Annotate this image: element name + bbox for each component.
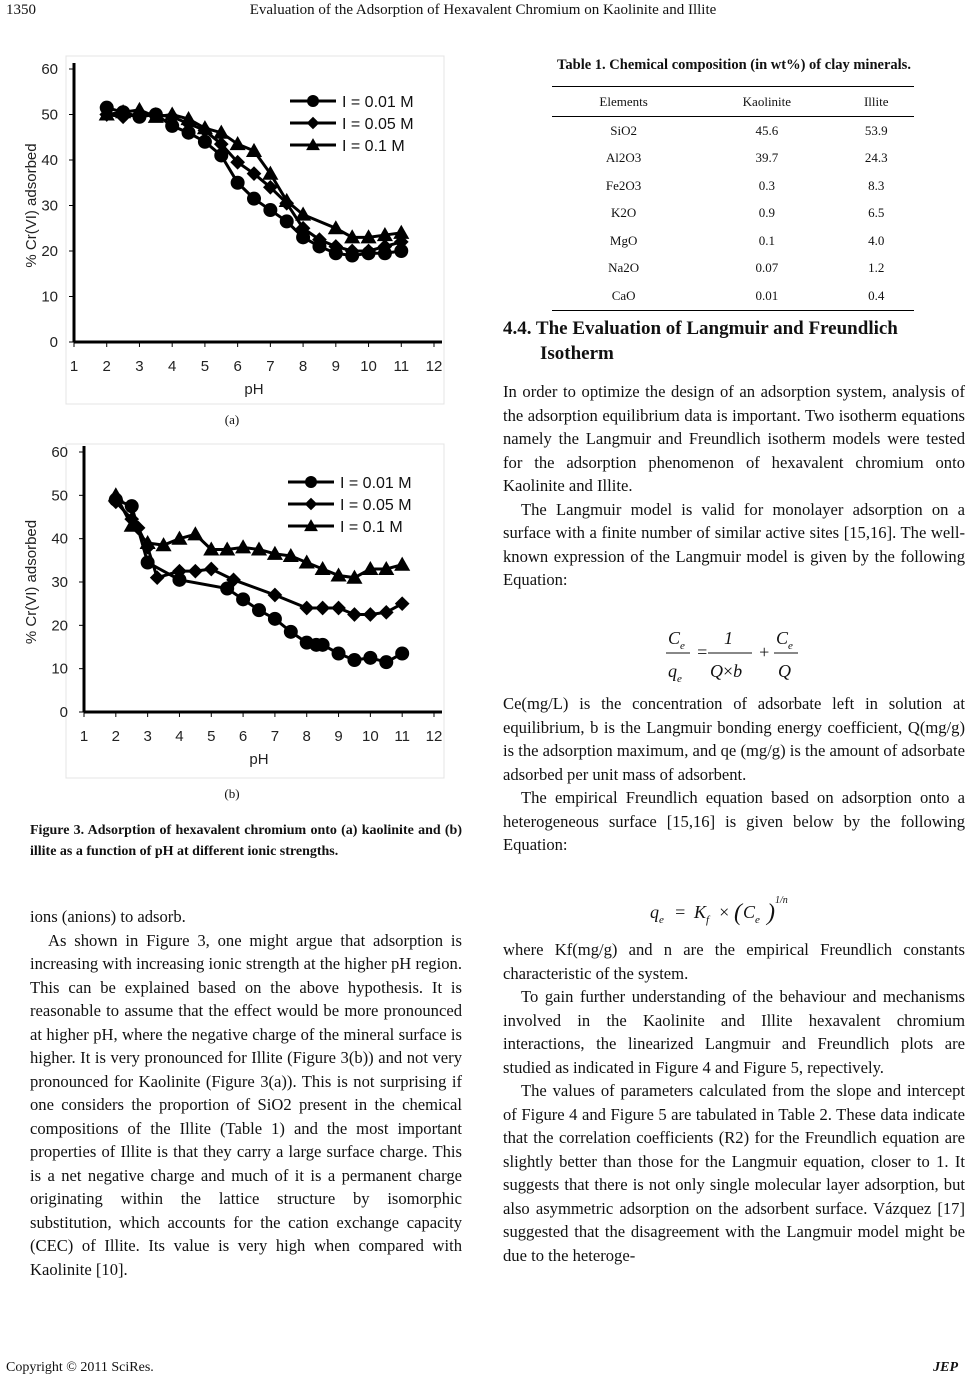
legend-marker-diamond xyxy=(307,117,320,130)
data-point-triangle xyxy=(187,526,203,540)
table-cell-illite: 24.3 xyxy=(864,150,888,166)
table-cell-element: MgO xyxy=(609,232,638,248)
svg-text:1/n: 1/n xyxy=(775,895,788,906)
data-point-circle xyxy=(236,592,250,606)
y-tick-label: 30 xyxy=(41,197,58,215)
page-number: 1350 xyxy=(6,2,36,18)
data-point-circle xyxy=(347,653,361,667)
figure-3-caption: Figure 3. Adsorption of hexavalent chromium onto (a) kaolinite and (b) illite as a function of pH at different ionic strengths. xyxy=(30,823,462,859)
y-tick-label: 40 xyxy=(41,152,58,169)
svg-text:qe: $q_e$ xyxy=(668,661,682,685)
x-tick-label: 5 xyxy=(200,358,210,375)
langmuir-equation-svg xyxy=(660,620,810,690)
section-heading-line-2: Isotherm xyxy=(540,343,614,364)
data-point-diamond xyxy=(395,596,410,611)
x-tick-label: 10 xyxy=(362,728,379,745)
y-tick-label: 30 xyxy=(51,574,68,591)
right-paragraph-2: The Langmuir model is valid for monolayer adsorption on a surface with a finite number of similar active sites [15,16]. The well-known expression of the Langmuir model is given by the following Equation: xyxy=(503,499,965,589)
legend-marker-circle xyxy=(307,95,319,107)
y-axis-label: % Cr(VI) adsorbed xyxy=(23,143,40,268)
running-title: Evaluation of the Adsorption of Hexavalent Chromium on Kaolinite and Illite xyxy=(249,2,717,18)
y-tick-label: 60 xyxy=(41,61,58,78)
svg-text:Ce: $C_e$ xyxy=(776,628,793,652)
svg-text:Kf: $K_f$ xyxy=(694,902,710,926)
left-column-text xyxy=(30,905,462,1281)
table-header-elements: Elements xyxy=(552,87,695,117)
data-point-triangle xyxy=(131,102,147,116)
data-point-diamond xyxy=(150,570,165,585)
figure-3a-svg xyxy=(16,48,448,408)
data-point-circle xyxy=(284,625,298,639)
table-row xyxy=(552,282,914,310)
table-header-row xyxy=(552,87,914,117)
data-point-diamond xyxy=(188,564,203,579)
figure-3a-chart xyxy=(16,48,448,408)
section-heading xyxy=(503,316,965,366)
langmuir-equation xyxy=(660,620,810,690)
y-tick-label: 10 xyxy=(41,288,58,306)
table-cell-kaolinite: 39.7 xyxy=(755,150,779,166)
y-tick-label: 0 xyxy=(59,704,68,721)
legend-label: I = 0.1 M xyxy=(340,519,403,536)
running-header xyxy=(0,0,966,28)
svg-text:Q: Q xyxy=(778,661,791,681)
data-point-circle xyxy=(280,214,294,228)
legend-label: I = 0.01 M xyxy=(342,94,414,111)
data-point-triangle xyxy=(393,225,409,239)
data-point-diamond xyxy=(347,607,362,622)
svg-text:(: ( xyxy=(734,900,742,926)
x-tick-label: 8 xyxy=(298,358,308,375)
x-tick-label: 7 xyxy=(270,728,280,745)
freundlich-equation-svg xyxy=(648,892,798,932)
right-paragraph-6: To gain further understanding of the behaviour and mechanisms involved in the Kaolinite and Illite hexavalent chromium interactions, the linearized Langmuir and Freundlich plots are studied as indicated in Figure 4 and Figure 5, repectively. xyxy=(503,987,965,1077)
x-tick-label: 6 xyxy=(238,728,248,745)
right-paragraph-7: The values of parameters calculated from the slope and intercept of Figure 4 and Figure 5 are tabulated in Table 2. These data indicate that the correlation coefficients (R2) for the Freundlich equation are slightly better than those for the Langmuir equation, closer to 1. It suggests that there is not only single molecular layer adsorption, but also asymmetric adsorption on the adsorbent surface. Vázquez [17] suggested that the disagreement with the Langmuir model might be due to the heteroge- xyxy=(503,1081,965,1265)
data-point-diamond xyxy=(331,601,346,616)
table-cell-element: SiO2 xyxy=(610,122,637,138)
data-point-triangle xyxy=(230,136,246,150)
x-tick-label: 3 xyxy=(143,728,152,745)
right-column-block-1 xyxy=(503,380,965,592)
right-paragraph-1: In order to optimize the design of an adsorption system, analysis of the adsorption equilibrium data is important. Two isotherm equations namely the Langmuir and Freundlich isotherm models were tested for the adsorption phenomenon of hexavalent chromium onto Kaolinite and Illite. xyxy=(503,382,965,495)
x-tick-label: 7 xyxy=(266,358,275,375)
data-point-circle xyxy=(231,176,245,190)
x-tick-label: 11 xyxy=(394,728,410,745)
data-point-diamond xyxy=(204,562,219,577)
table-cell-illite: 53.9 xyxy=(864,122,888,138)
y-tick-label: 20 xyxy=(41,243,58,260)
svg-text:=: = xyxy=(674,902,687,922)
legend-label: I = 0.1 M xyxy=(342,138,405,155)
table-row xyxy=(552,200,914,228)
x-tick-label: 9 xyxy=(331,358,340,375)
section-heading-line-1: 4.4. The Evaluation of Langmuir and Freundlich xyxy=(503,318,898,339)
data-point-circle xyxy=(332,647,346,661)
x-tick-label: 11 xyxy=(393,358,410,375)
svg-text:): ) xyxy=(767,900,775,926)
x-axis-label: pH xyxy=(249,751,269,768)
svg-text:Q×b: Q×b xyxy=(710,661,743,681)
table-cell-illite: 0.4 xyxy=(839,282,915,310)
right-column-block-3 xyxy=(503,938,965,1267)
x-tick-label: 4 xyxy=(175,728,184,745)
right-paragraph-4: The empirical Freundlich equation based on adsorption onto a heterogeneous surface [15,16] is given below by the following Equation: xyxy=(503,788,965,854)
left-paragraph-2: As shown in Figure 3, one might argue that adsorption is increasing with increasing ionic strength at the higher pH region. This can be explained based on the above hypothesis. It is reasonable to assume that the effect would be more pronounced at higher pH, where the negative charge of the mineral surface is higher. It is very pronounced for Illite (Figure 3(b)) and not very pronounced for Kaolinite (Figure 3(a)). This is not surprising if one considers the proportion of SiO2 present in the chemical compositions of the Illite (Table 1) and the most important properties of Illite is that they carry a large surface charge. This is a net negative charge and much of it is a permanent charge originating within the lattice structure by isomorphic substitution, which accounts for the cation exchange capacity (CEC) of Illite. Its value is very high when compared with Kaolinite [10]. xyxy=(30,930,462,1279)
x-tick-label: 6 xyxy=(233,358,242,375)
x-tick-label: 1 xyxy=(69,358,79,375)
journal-abbrev: JEP xyxy=(933,1360,958,1375)
y-axis-label: % Cr(VI) adsorbed xyxy=(23,519,40,645)
data-point-diamond xyxy=(268,588,283,603)
y-tick-label: 0 xyxy=(49,334,58,351)
svg-text:=: = xyxy=(696,642,709,662)
x-tick-label: 2 xyxy=(102,358,111,375)
data-point-triangle xyxy=(394,557,410,571)
data-point-diamond xyxy=(363,607,378,622)
y-tick-label: 40 xyxy=(51,530,68,548)
data-point-circle xyxy=(125,499,139,513)
table-cell-illite: 4.0 xyxy=(868,232,885,248)
right-paragraph-3: Ce(mg/L) is the concentration of adsorbate left in solution at equilibrium, b is the Langmuir bonding energy coefficient, Q(mg/g) is the adsorption maximum, and qe (mg/g) is the amount of adsorbate adsorbed per unit mass of adsorbent. xyxy=(503,694,965,784)
data-point-circle xyxy=(316,638,330,652)
table-cell-illite: 6.5 xyxy=(868,205,885,221)
data-point-circle xyxy=(363,651,377,665)
table-cell-kaolinite: 0.01 xyxy=(695,282,838,310)
data-point-diamond xyxy=(315,601,330,616)
data-point-diamond xyxy=(379,605,394,620)
data-point-triangle xyxy=(279,193,295,207)
table-1 xyxy=(552,86,914,311)
table-cell-kaolinite: 45.6 xyxy=(755,122,779,138)
table-cell-element: CaO xyxy=(552,282,695,310)
table-row xyxy=(552,172,914,200)
legend-label: I = 0.05 M xyxy=(340,497,412,514)
y-tick-label: 60 xyxy=(51,444,68,461)
table-row xyxy=(552,227,914,255)
figure-3b-chart xyxy=(16,438,448,783)
table-cell-illite: 8.3 xyxy=(868,177,885,193)
legend-label: I = 0.05 M xyxy=(342,116,414,133)
table-row xyxy=(552,145,914,173)
x-tick-label: 4 xyxy=(168,358,177,375)
svg-text:1: 1 xyxy=(724,628,733,648)
right-column-block-2 xyxy=(503,692,965,857)
table-cell-kaolinite: 0.9 xyxy=(758,205,775,221)
table-cell-element: Al2O3 xyxy=(605,150,642,166)
table-1-title: Table 1. Chemical composition (in wt%) of clay minerals. xyxy=(557,57,911,73)
svg-text:Ce: $C_e$ xyxy=(668,628,685,652)
x-tick-label: 5 xyxy=(207,728,216,745)
copyright: Copyright © 2011 SciRes. xyxy=(6,1360,154,1375)
legend-marker-circle xyxy=(305,476,317,488)
table-row xyxy=(552,117,914,145)
x-axis-label: pH xyxy=(244,381,264,398)
table-cell-element: Na2O xyxy=(608,260,640,276)
svg-text:×: × xyxy=(718,902,731,922)
y-tick-label: 10 xyxy=(51,660,68,678)
table-cell-kaolinite: 0.3 xyxy=(758,177,775,193)
table-row xyxy=(552,255,914,283)
x-tick-label: 12 xyxy=(425,728,443,745)
y-tick-label: 50 xyxy=(41,106,58,124)
data-point-diamond xyxy=(299,601,314,616)
x-tick-label: 2 xyxy=(111,728,120,745)
data-point-circle xyxy=(247,192,261,206)
x-tick-label: 12 xyxy=(425,358,443,375)
x-tick-label: 8 xyxy=(302,728,311,745)
table-cell-kaolinite: 0.1 xyxy=(758,232,775,248)
y-tick-label: 20 xyxy=(51,617,68,635)
data-point-triangle xyxy=(108,487,124,501)
y-tick-label: 50 xyxy=(51,487,68,505)
legend-marker-diamond xyxy=(305,498,318,511)
table-cell-illite: 1.2 xyxy=(868,260,885,276)
legend-label: I = 0.01 M xyxy=(340,475,412,492)
svg-text:qe: $q_e$ xyxy=(650,902,664,926)
table-cell-element: Fe2O3 xyxy=(605,177,642,193)
x-tick-label: 1 xyxy=(79,728,89,745)
figure-3b-sublabel: (b) xyxy=(224,786,240,801)
data-point-circle xyxy=(252,603,266,617)
data-point-triangle xyxy=(164,106,180,120)
freundlich-equation xyxy=(648,892,798,932)
data-point-circle xyxy=(395,647,409,661)
table-header-illite: Illite xyxy=(839,87,915,117)
data-point-circle xyxy=(379,655,393,669)
table-cell-kaolinite: 0.07 xyxy=(755,260,779,276)
data-point-circle xyxy=(263,203,277,217)
left-paragraph-1: ions (anions) to adsorb. xyxy=(30,907,186,926)
x-tick-label: 10 xyxy=(360,358,377,375)
table-header-kaolinite: Kaolinite xyxy=(695,87,838,117)
data-point-circle xyxy=(268,612,282,626)
series-line xyxy=(107,115,402,252)
figure-3a-sublabel: (a) xyxy=(224,412,240,427)
svg-text:Ce: $C_e$ xyxy=(743,902,760,926)
figure-3b-svg xyxy=(16,438,448,783)
right-paragraph-5: where Kf(mg/g) and n are the empirical Freundlich constants characteristic of the system. xyxy=(503,940,965,983)
data-point-triangle xyxy=(235,539,251,553)
x-tick-label: 9 xyxy=(334,728,343,745)
svg-text:+: + xyxy=(758,642,771,662)
x-tick-label: 3 xyxy=(135,358,144,375)
table-cell-element: K2O xyxy=(610,205,637,221)
